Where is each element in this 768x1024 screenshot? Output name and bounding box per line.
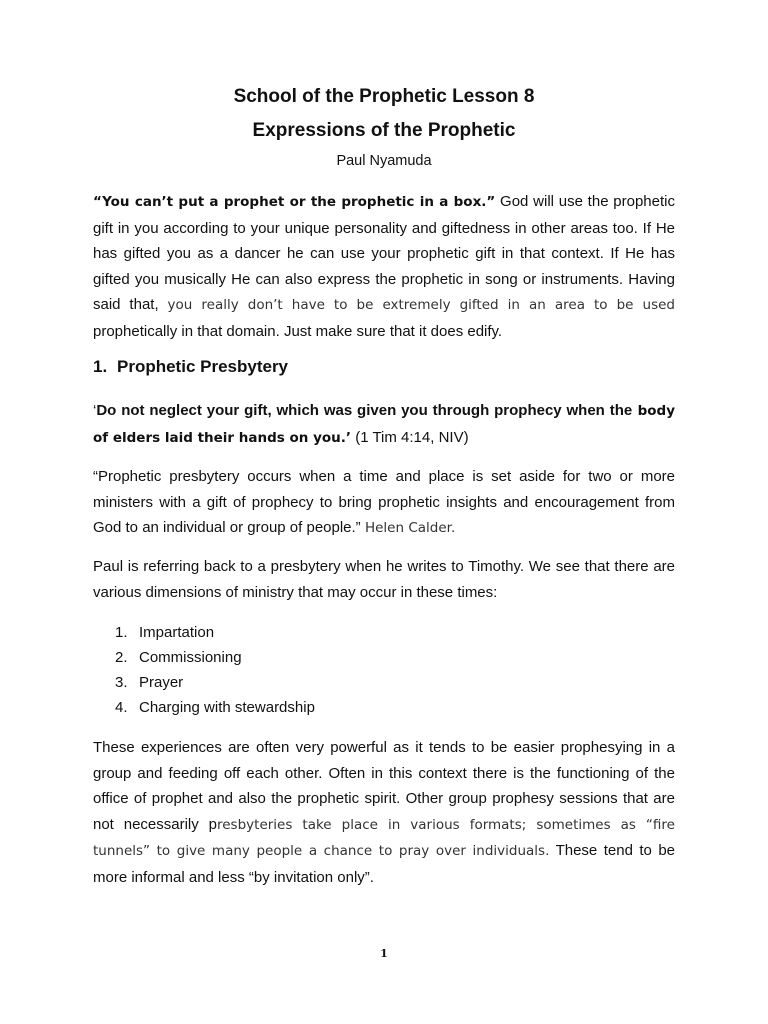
timothy-paragraph: Paul is referring back to a presbytery when he writes to Timothy. We see that there are various dimensions of ministry that may occur in these times: [93, 558, 675, 601]
list-item-label: Prayer [139, 674, 184, 691]
list-item-number: 3. [115, 674, 128, 691]
closing-text-1: These experiences are often very powerful as it tends to be easier prophesying in a group and feeding off each other. Often in this context there is the functioning of the office of prophet and also the prophetic spirit. Other group prophesy sessions that are not necessarily p [93, 739, 675, 833]
list-item-number: 1. [115, 624, 128, 641]
closing-text-2: These tend to be more informal and less “by invitation only”. [93, 842, 676, 886]
quote-author: Helen Calder. [360, 520, 456, 536]
presbytery-quote-paragraph [93, 464, 675, 542]
intro-quote: “You can’t put a prophet or the prophetic in a box.” [93, 194, 496, 210]
author-name: Paul Nyamuda [336, 153, 432, 169]
page-number: 1 [380, 947, 388, 960]
scripture-paragraph [93, 398, 675, 451]
document-title: School of the Prophetic Lesson 8 [233, 86, 535, 107]
scripture-text-2: body of elders laid their hands on you.’ [93, 403, 675, 446]
intro-alt-text: you really don’t have to be extremely gifted in an area to be used [167, 297, 675, 313]
list-item-label: Commissioning [139, 649, 242, 666]
closing-paragraph [93, 735, 675, 890]
presbytery-quote: “Prophetic presbytery occurs when a time and place is set aside for two or more ministers with a gift of prophecy to bring prophetic insights and encouragement from God to an individual or group of people.” [93, 468, 675, 536]
list-item-number: 4. [115, 699, 128, 716]
scripture-reference: (1 Tim 4:14, NIV) [351, 428, 469, 446]
list-item [93, 620, 315, 645]
ministry-dimensions-list [93, 620, 315, 720]
intro-paragraph [93, 189, 675, 344]
intro-text-1: God will use the prophetic gift in you according to your unique personality and giftedness in other areas too. If He has gifted you as a dancer he can use your prophetic gift in that context. If He has gifted you musically He can also express the prophetic in song or instruments. Having said that, [93, 193, 675, 313]
section-heading [93, 357, 288, 377]
scripture-open-quote: ‘ [93, 402, 97, 419]
list-item-number: 2. [115, 649, 128, 666]
intro-text-2: prophetically in that domain. Just make sure that it does edify. [93, 322, 503, 340]
section-number: 1. [93, 357, 108, 376]
list-item [93, 695, 315, 720]
section-heading-text: Prophetic Presbytery [117, 357, 289, 376]
document-subtitle: Expressions of the Prophetic [252, 120, 516, 141]
list-item-label: Impartation [139, 624, 215, 641]
closing-alt-text: resbyteries take place in various formats; sometimes as “fire tunnels” to give many people a chance to pray over individuals. [93, 816, 675, 859]
list-item [93, 645, 315, 670]
list-item [93, 670, 315, 695]
list-item-label: Charging with stewardship [139, 699, 315, 716]
scripture-text: Do not neglect your gift, which was given you through prophecy when the [96, 402, 633, 419]
